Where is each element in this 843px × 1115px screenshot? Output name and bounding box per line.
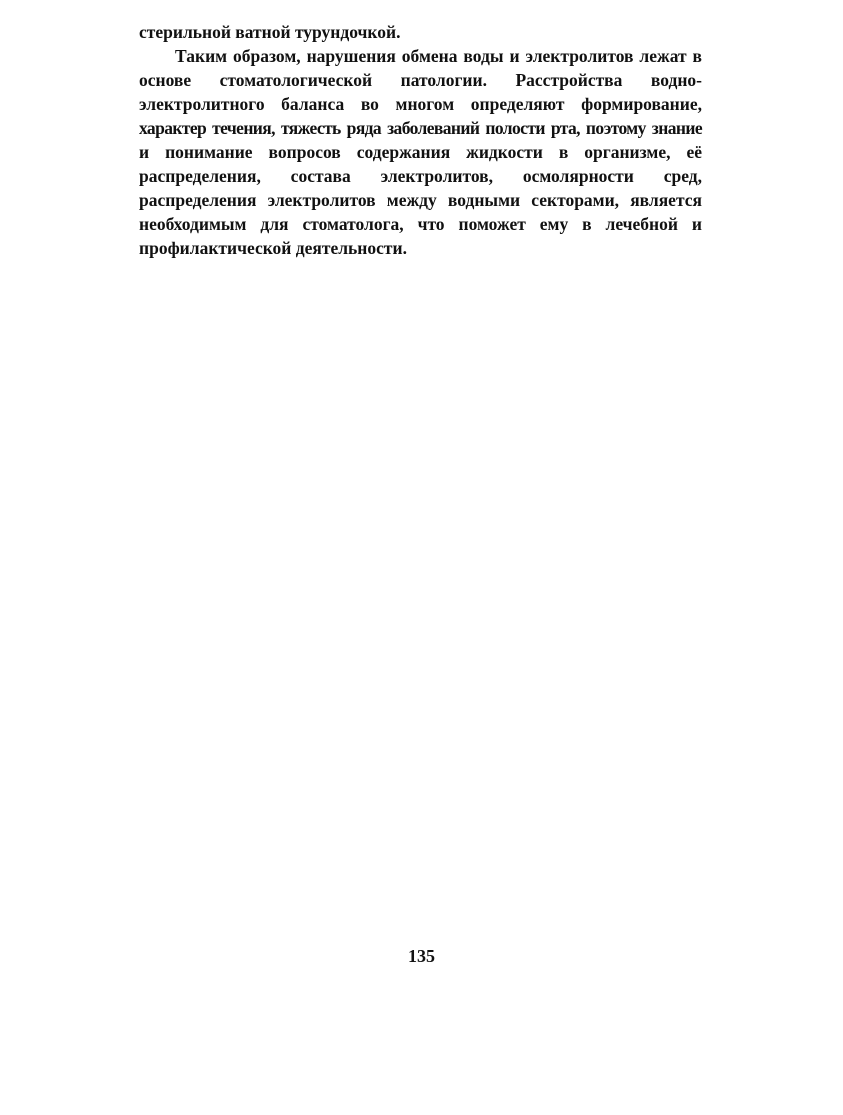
page-number: 135 xyxy=(408,946,435,966)
paragraph-line-9: профилактической деятельности. xyxy=(139,238,407,258)
paragraph-line-1: Таким образом, нарушения обмена воды и электролитов лежат в xyxy=(175,46,702,66)
paragraph-continuation-line: стерильной ватной турундочкой. xyxy=(139,22,401,42)
paragraph-line-8: необходимым для стоматолога, что поможет ему в лечебной и xyxy=(139,214,702,234)
paragraph-line-4: характер течения, тяжесть ряда заболеваний полости рта, поэтому знание xyxy=(139,118,702,138)
body-text xyxy=(139,20,702,260)
paragraph-line-6: распределения, состава электролитов, осмолярности сред, xyxy=(139,166,702,186)
paragraph-line-7: распределения электролитов между водными секторами, является xyxy=(139,190,702,210)
paragraph-line-3: электролитного баланса во многом определяют формирование, xyxy=(139,94,702,114)
paragraph-line-5: и понимание вопросов содержания жидкости в организме, её xyxy=(139,142,702,162)
paragraph-line-2: основе стоматологической патологии. Расстройства водно- xyxy=(139,70,702,90)
